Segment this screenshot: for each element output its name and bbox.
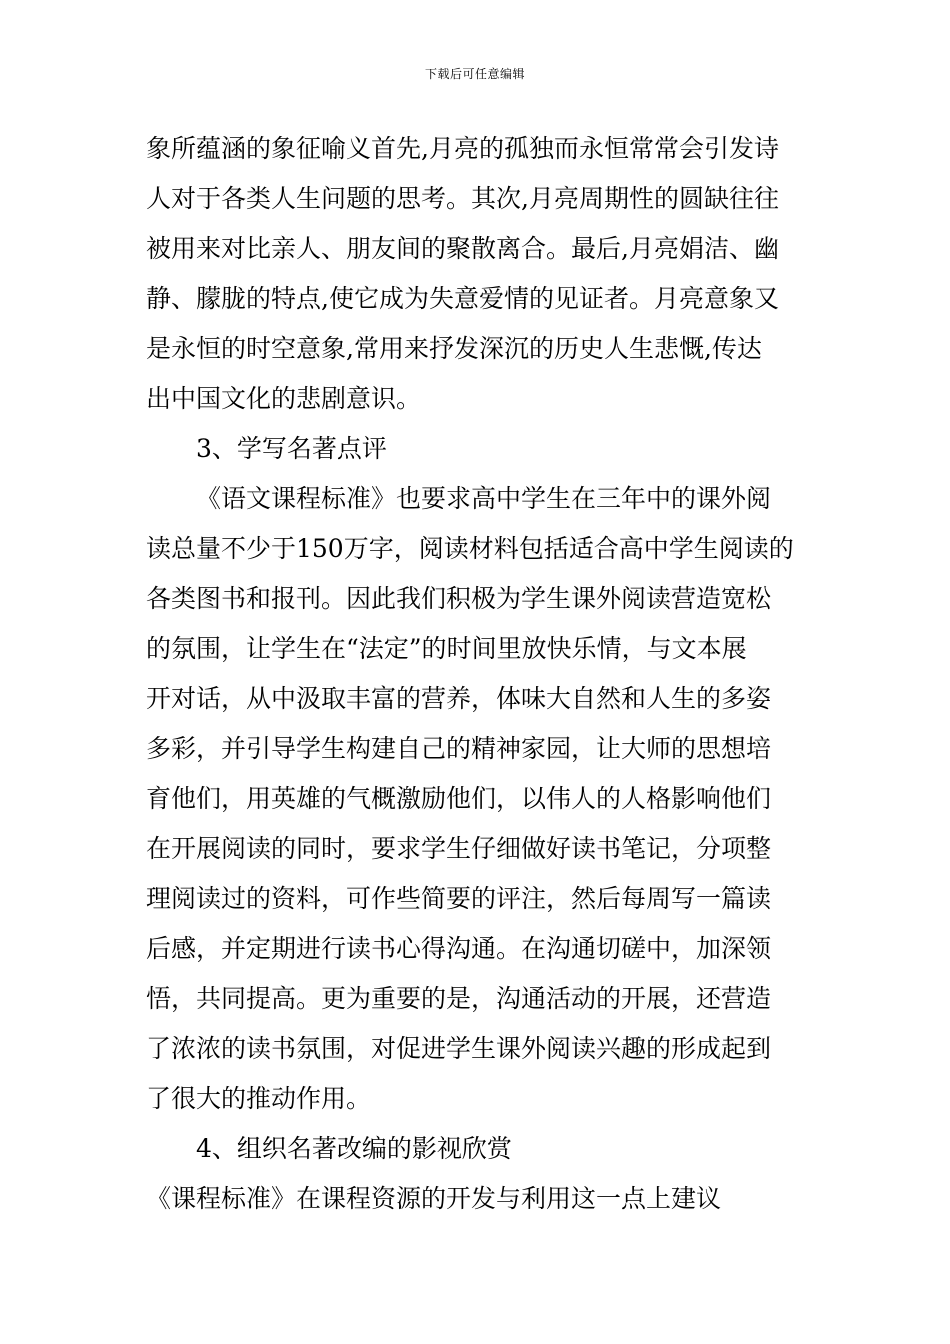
text-line: 的氛围，让学生在“法定”的时间里放快乐情，与文本展 bbox=[146, 634, 747, 663]
text-line: 多彩，并引导学生构建自己的精神家园，让大师的思想培 bbox=[146, 734, 772, 763]
text-line: 被用来对比亲人、朋友间的聚散离合。最后,月亮娟洁、幽 bbox=[146, 234, 779, 263]
section-heading-3: 3、学写名著点评 bbox=[196, 434, 387, 463]
text-line: 了很大的推动作用。 bbox=[146, 1084, 372, 1113]
text-line: 悟，共同提高。更为重要的是，沟通活动的开展，还营造 bbox=[146, 984, 772, 1013]
text-line: 开对话，从中汲取丰富的营养，体味大自然和人生的多姿 bbox=[146, 684, 772, 713]
text-line: 是永恒的时空意象,常用来抒发深沉的历史人生悲慨,传达 bbox=[146, 334, 762, 363]
text-line: 育他们，用英雄的气概激励他们，以伟人的人格影响他们 bbox=[146, 784, 772, 813]
text-line: 《语文课程标准》也要求高中学生在三年中的课外阅 bbox=[196, 484, 772, 513]
text-line: 读总量不少于150万字，阅读材料包括适合高中学生阅读的 bbox=[146, 534, 794, 563]
body-text bbox=[146, 124, 809, 1224]
text-line: 了浓浓的读书氛围，对促进学生课外阅读兴趣的形成起到 bbox=[146, 1034, 772, 1063]
page-header: 下载后可任意编辑 bbox=[424, 67, 525, 81]
text-line: 象所蕴涵的象征喻义首先,月亮的孤独而永恒常常会引发诗 bbox=[146, 134, 779, 163]
text-line: 后感，并定期进行读书心得沟通。在沟通切磋中，加深领 bbox=[146, 934, 772, 963]
text-line: 人对于各类人生问题的思考。其次,月亮周期性的圆缺往往 bbox=[146, 184, 779, 213]
text-line: 《课程标准》在课程资源的开发与利用这一点上建议 bbox=[146, 1184, 722, 1213]
text-line: 静、朦胧的特点,使它成为失意爱情的见证者。月亮意象又 bbox=[146, 284, 779, 313]
text-line: 各类图书和报刊。因此我们积极为学生课外阅读营造宽松 bbox=[146, 584, 772, 613]
text-line: 理阅读过的资料，可作些简要的评注，然后每周写一篇读 bbox=[146, 884, 772, 913]
text-line: 出中国文化的悲剧意识。 bbox=[146, 384, 422, 413]
text-line: 在开展阅读的同时，要求学生仔细做好读书笔记，分项整 bbox=[146, 834, 772, 863]
section-heading-4: 4、组织名著改编的影视欣赏 bbox=[196, 1134, 512, 1163]
